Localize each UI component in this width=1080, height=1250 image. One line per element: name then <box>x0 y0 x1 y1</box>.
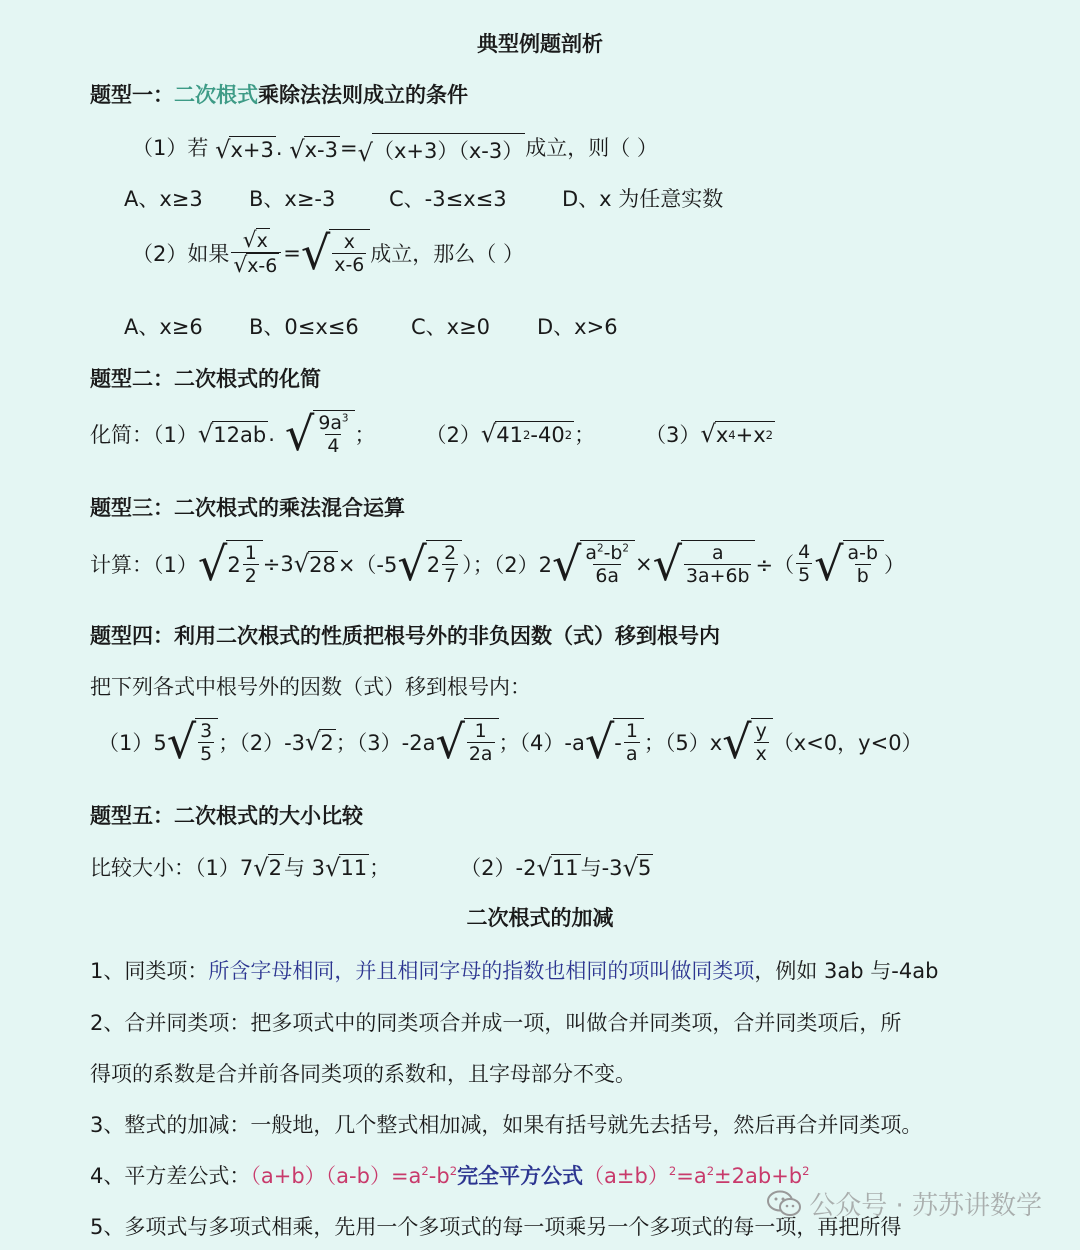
radical: √ 11 <box>536 853 579 882</box>
p1-tail: ，例如 3ab 与-4ab <box>754 959 939 983</box>
page-title: 典型例题剖析 <box>477 32 603 56</box>
option-b: B、0≤x≤6 <box>249 315 359 339</box>
radicand: 11 <box>551 856 579 880</box>
s4-p5: ；（5）x <box>643 730 723 755</box>
semicolon: ； <box>574 422 596 447</box>
subtitle: 二次根式的加减 <box>466 906 614 930</box>
simplify-problems <box>90 406 775 461</box>
times: ×（-5 <box>337 552 398 577</box>
fraction <box>624 720 640 765</box>
numerator: a-b <box>847 542 878 564</box>
numerator: x <box>343 231 355 253</box>
radical: √ $\frac{a^2-b^2}{6a}$ <box>552 540 635 587</box>
radicand-part: 41 <box>496 422 524 447</box>
watermark <box>767 1185 1042 1222</box>
radicand-part: -40 <box>530 422 565 447</box>
fraction <box>583 542 631 587</box>
s4-p1: （1）5 <box>98 730 167 755</box>
radical: √ $\frac{y}{x}$ <box>722 718 773 765</box>
p4-lead: 4、平方差公式： <box>90 1164 251 1188</box>
paragraph-1 <box>90 955 938 985</box>
section-highlight: 二次根式 <box>174 83 258 107</box>
section-prefix: 题型一： <box>90 83 174 107</box>
radical: √ $\frac{3}{5}$ <box>167 718 218 765</box>
paragraph-5: 5、多项式与多项式相乘，先用一个多项式的每一项乘另一个多项式的每一项，再把所得 <box>90 1215 902 1239</box>
radical: √ 2 $\frac{2}{7}$ <box>397 540 462 587</box>
radical: √ 41 2 -40 2 <box>480 420 573 449</box>
s4-p2: ；（2）-3 <box>218 730 306 755</box>
minus-sign: - <box>614 730 622 755</box>
option-c: C、x≥0 <box>411 315 491 339</box>
paragraph-3: 3、整式的加减：一般地，几个整式相加减，如果有括号就先去括号，然后再合并同类项。 <box>90 1113 923 1137</box>
question-1 <box>132 132 658 165</box>
exponent: 3 <box>341 412 349 425</box>
denominator: 2 <box>244 565 257 587</box>
s3-label: 计算：（1） <box>90 552 198 577</box>
fraction <box>198 720 214 765</box>
semicolon: ； <box>369 856 391 880</box>
exponent: 2 <box>596 542 604 555</box>
numerator-part: -b <box>603 542 623 564</box>
option-a: A、x≥6 <box>124 315 203 339</box>
perfect-square-formula: $(a\pm b)^2=a^2\pm 2ab+b^2$ <box>583 1164 810 1188</box>
radical: √ （x+3）（x-3） <box>358 133 526 165</box>
s5-label: 比较大小：（1）7 <box>90 856 254 880</box>
perfect-square-label: 完全平方公式 <box>457 1164 584 1188</box>
fraction <box>243 542 259 587</box>
s5-p2: （2）-2 <box>460 856 537 880</box>
numerator-part: a <box>585 542 597 564</box>
divide: ÷（ <box>755 552 795 577</box>
equals: = <box>339 136 358 160</box>
radicand: 2 <box>268 856 282 880</box>
exponent: 4 <box>728 427 736 442</box>
paragraph-2a: 2、合并同类项：把多项式中的同类项合并成一项，叫做合并同类项，合并同类项后，所 <box>90 1011 902 1035</box>
radicand: 5 <box>637 856 652 880</box>
watermark-text: 公众号 · 苏苏讲数学 <box>809 1191 1042 1221</box>
fraction <box>846 542 880 587</box>
question-1-options <box>124 183 723 213</box>
calculate-problems <box>90 536 905 591</box>
radical: √ 5 <box>622 853 652 882</box>
close-part: ）；（2）2 <box>462 552 552 577</box>
s4-p3: ；（3）-2a <box>335 730 436 755</box>
paragraph-4 <box>90 1160 810 1190</box>
numerator: 1 <box>474 720 487 742</box>
q2-tail: 成立，那么（ ） <box>370 241 524 266</box>
exponent: 2 <box>564 427 573 442</box>
question-2-options <box>124 311 618 341</box>
wechat-icon <box>767 1190 801 1218</box>
radical: √ x-3 <box>289 135 338 164</box>
numerator: 9a <box>318 412 342 434</box>
s4-p4: ；（4）-a <box>498 730 585 755</box>
denominator: x <box>755 743 767 765</box>
dot: . <box>275 136 283 160</box>
denominator: 2a <box>468 743 493 765</box>
fraction <box>684 542 751 587</box>
radical: √ $\frac{9a^3}{4}$ <box>285 410 355 457</box>
q1-label: （1）若 <box>132 136 209 160</box>
fraction <box>442 542 458 587</box>
radical: √ $\frac{a}{3a+6b}$ <box>653 540 756 587</box>
compare-problems <box>90 852 653 882</box>
denominator: 6a <box>595 565 619 587</box>
section-heading-1 <box>90 79 468 109</box>
with-1: 与 3 <box>284 856 326 880</box>
option-c: C、-3≤x≤3 <box>389 187 507 211</box>
radical: √ $\frac{a-b}{b}$ <box>814 540 884 587</box>
radical: √ 11 <box>325 853 368 882</box>
numerator: 1 <box>244 542 257 564</box>
fraction <box>316 412 350 457</box>
radicand: x-6 <box>247 255 278 277</box>
denominator: a <box>626 743 638 765</box>
section-rest: 乘除法法则成立的条件 <box>258 83 468 107</box>
radical: √ 2 $\frac{1}{2}$ <box>198 540 263 587</box>
radical: √ $\frac{1}{2a}$ <box>435 718 498 765</box>
radicand: x <box>256 230 268 252</box>
equals: = <box>283 240 301 265</box>
whole-number: 2 <box>227 552 241 577</box>
radical: √ x+3 <box>215 135 274 164</box>
denominator: b <box>856 565 869 587</box>
denominator: 7 <box>444 565 457 587</box>
denominator: 5 <box>200 743 213 765</box>
radicand: 28 <box>309 552 336 577</box>
fraction: √ x √ x-6 <box>231 228 281 277</box>
exponent: 2 <box>622 542 629 555</box>
radical: √ $\frac{x}{x-6}$ <box>301 229 370 276</box>
p1-definition: 所含字母相同，并且相同字母的指数也相同的项叫做同类项 <box>208 959 755 983</box>
section-heading-2: 题型二：二次根式的化简 <box>90 367 321 391</box>
s2-p3: （3） <box>645 422 701 447</box>
numerator: 1 <box>625 720 638 742</box>
condition: （x<0，y<0） <box>772 730 923 755</box>
numerator: y <box>755 720 767 742</box>
whole-number: 2 <box>426 552 441 577</box>
numerator: 4 <box>798 541 811 563</box>
section-heading-5: 题型五：二次根式的大小比较 <box>90 804 363 828</box>
divide: ÷3 <box>262 551 294 576</box>
section-4-intro: 把下列各式中根号外的因数（式）移到根号内： <box>90 675 531 699</box>
p1-lead: 1、同类项： <box>90 959 209 983</box>
radicand: x-3 <box>304 138 338 162</box>
fraction <box>796 541 812 586</box>
radicand: x+3 <box>230 138 274 162</box>
option-d: D、x>6 <box>537 315 618 339</box>
radicand-part: x <box>715 422 729 447</box>
radical: √ x 4 +x 2 <box>700 420 774 449</box>
exponent: 2 <box>765 427 774 442</box>
radical: √ 2 <box>305 728 334 757</box>
radicand: 2 <box>320 730 334 755</box>
s2-label: 化简：（1） <box>90 422 198 447</box>
radical: √ 28 <box>293 550 336 579</box>
option-b: B、x≥-3 <box>249 187 336 211</box>
fraction <box>754 720 769 765</box>
times: × <box>634 551 653 576</box>
question-2 <box>132 225 524 280</box>
option-d: D、x 为任意实数 <box>562 187 724 211</box>
denominator: x-6 <box>334 254 365 276</box>
option-a: A、x≥3 <box>124 187 203 211</box>
radical: √ 2 <box>253 853 282 882</box>
denominator: 4 <box>327 435 340 457</box>
radical: √ - $\frac{1}{a}$ <box>585 718 644 765</box>
q2-label: （2）如果 <box>132 241 230 266</box>
numerator: 2 <box>444 542 457 564</box>
fraction <box>467 720 495 765</box>
radicand: （x+3）（x-3） <box>372 133 525 165</box>
radicand: 11 <box>340 856 368 880</box>
section-heading-3: 题型三：二次根式的乘法混合运算 <box>90 496 405 520</box>
s2-p2: （2） <box>425 422 481 447</box>
radical: √ 12ab <box>197 420 267 449</box>
denominator: 5 <box>798 564 811 586</box>
radicand-part: +x <box>735 422 766 447</box>
move-in-problems <box>98 714 923 769</box>
semicolon: ； <box>354 422 376 447</box>
radicand: 12ab <box>213 422 267 447</box>
numerator: a <box>711 542 724 564</box>
q1-tail: 成立，则（ ） <box>525 136 658 160</box>
close-paren: ） <box>883 552 905 577</box>
dot: . <box>268 421 275 446</box>
fraction <box>332 231 366 276</box>
denominator: 3a+6b <box>686 565 750 587</box>
numerator: 3 <box>200 720 213 742</box>
difference-of-squares-formula: $(a+b)(a-b)=a^2-b^2$ <box>250 1164 458 1188</box>
with-2: 与-3 <box>580 856 623 880</box>
paragraph-2b: 得项的系数是合并前各同类项的系数和，且字母部分不变。 <box>90 1062 636 1086</box>
exponent: 2 <box>523 427 531 442</box>
section-heading-4: 题型四：利用二次根式的性质把根号外的非负因数（式）移到根号内 <box>90 624 720 648</box>
